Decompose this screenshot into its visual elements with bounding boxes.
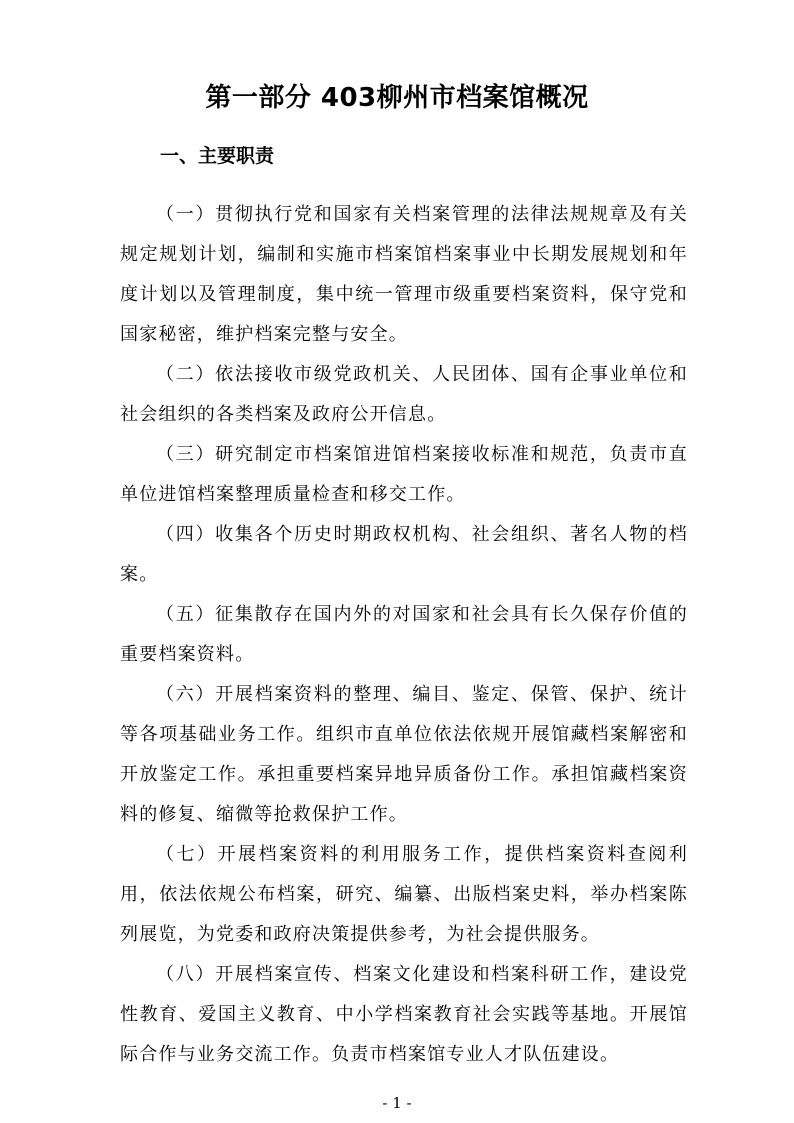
page-number: - 1 - [382,1094,412,1112]
paragraph-1: （一）贯彻执行党和国家有关档案管理的法律法规规章及有关规定规划计划，编制和实施市档案馆档案事业中长期发展规划和年度计划以及管理制度，集中统一管理市级重要档案资料，保守党和国家秘密，维护档案完整与安全。 [120,204,688,345]
paragraph-5: （五）征集散存在国内外的对国家和社会具有长久保存价值的重要档案资料。 [120,604,688,665]
paragraph-4: （四）收集各个历史时期政权机构、社会组织、著名人物的档案。 [120,524,688,585]
page-title: 第一部分 403柳州市档案馆概况 [205,83,589,113]
paragraph-2: （二）依法接收市级党政机关、人民团体、国有企事业单位和社会组织的各类档案及政府公开信息。 [120,364,688,425]
paragraph-6: （六）开展档案资料的整理、编目、鉴定、保管、保护、统计等各项基础业务工作。组织市直单位依法依规开展馆藏档案解密和开放鉴定工作。承担重要档案异地异质备份工作。承担馆藏档案资料的修复、缩微等抢救保护工作。 [120,684,688,825]
paragraph-8: （八）开展档案宣传、档案文化建设和档案科研工作，建设党性教育、爱国主义教育、中小学档案教育社会实践等基地。开展馆际合作与业务交流工作。负责市档案馆专业人才队伍建设。 [120,964,688,1065]
section-heading: 一、主要职责 [160,145,275,167]
document-body [120,195,688,1075]
paragraph-7: （七）开展档案资料的利用服务工作，提供档案资料查阅利用，依法依规公布档案，研究、编纂、出版档案史料，举办档案陈列展览，为党委和政府决策提供参考，为社会提供服务。 [120,844,688,945]
paragraph-3: （三）研究制定市档案馆进馆档案接收标准和规范，负责市直单位进馆档案整理质量检查和移交工作。 [120,444,688,505]
